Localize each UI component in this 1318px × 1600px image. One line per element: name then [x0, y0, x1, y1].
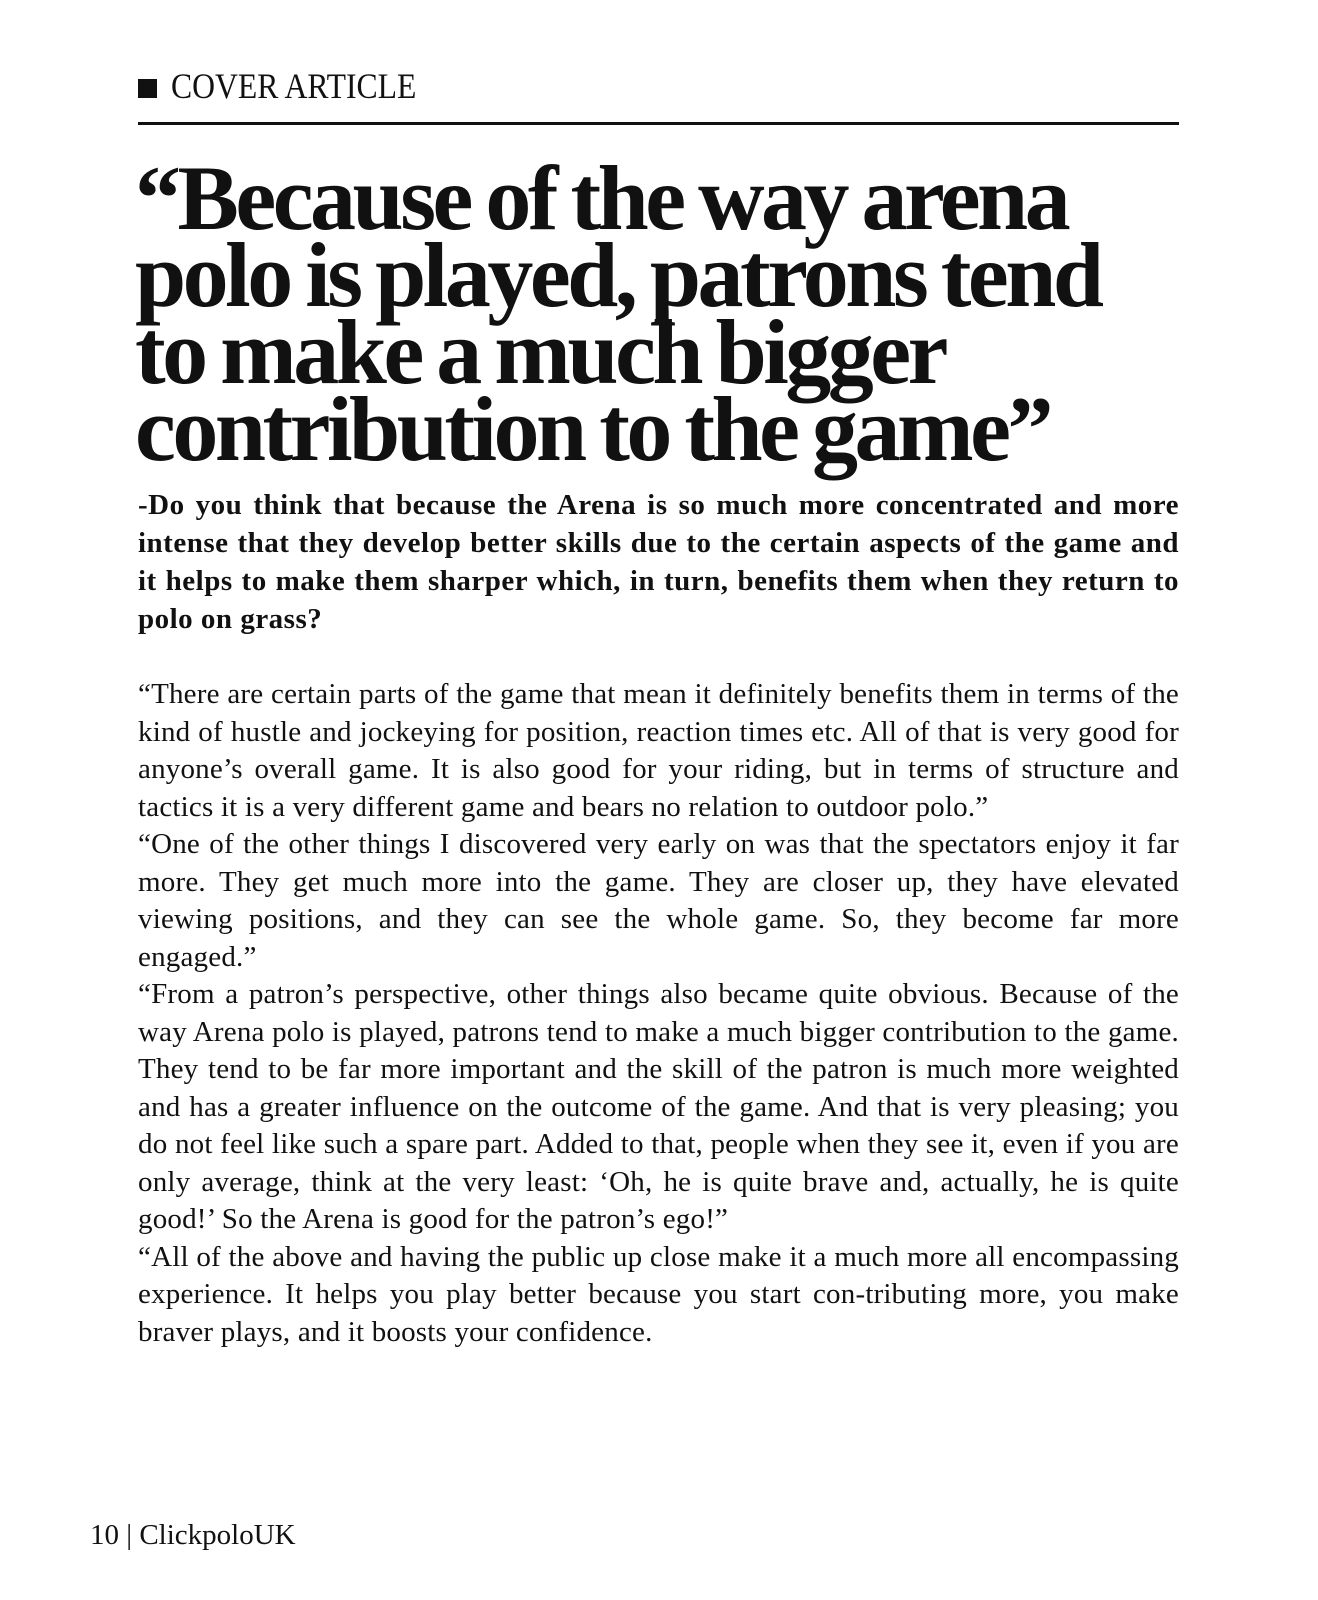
- footer-separator: |: [119, 1519, 140, 1551]
- article-body: [138, 676, 1179, 1351]
- headline-quote: [135, 147, 1195, 480]
- headline-line: “Because of the way arena: [135, 147, 1068, 249]
- headline-line: contribution to the game”: [135, 378, 1050, 480]
- page-number: 10: [90, 1519, 119, 1551]
- square-bullet-icon: [138, 79, 157, 98]
- body-paragraph: “All of the above and having the public up close make it a much more all encompassing experience. It helps you play better because you start con-tributing more, you make braver plays, and it boosts your confidence.: [138, 1240, 1179, 1348]
- section-header: [138, 66, 450, 106]
- body-paragraph: “There are certain parts of the game that mean it definitely benefits them in terms of the kind of hustle and jockeying for position, reaction times etc. All of that is very good for anyone’s overall game. It is also good for your riding, but in terms of structure and tactics it is a very different game and bears no relation to outdoor polo.”: [138, 678, 1179, 823]
- section-label: COVER ARTICLE: [171, 66, 417, 106]
- page-footer: [90, 1518, 296, 1552]
- body-paragraph: “One of the other things I discovered very early on was that the spectators enjoy it far more. They get much more into the game. They are closer up, they have elevated viewing positions, and they can see the whole game. So, they become far more engaged.”: [138, 828, 1179, 973]
- interview-question: -Do you think that because the Arena is so much more concentrated and more intense that they develop better skills due to the certain aspects of the game and it helps to make them sharper which, in turn, benefits them when they return to polo on grass?: [138, 489, 1179, 635]
- body-paragraph: “From a patron’s perspective, other things also became quite obvious. Because of the way Arena polo is played, patrons tend to make a much bigger contribution to the game. They tend to be far more important and the skill of the patron is much more weighted and has a greater influence on the outcome of the game. And that is very pleasing; you do not feel like such a spare part. Added to that, people when they see it, even if you are only average, think at the very least: ‘Oh, he is quite brave and, actually, he is quite good!’ So the Arena is good for the patron’s ego!”: [138, 978, 1179, 1235]
- header-rule: [138, 122, 1179, 125]
- publication-name: ClickpoloUK: [139, 1519, 296, 1551]
- headline-line: polo is played, patrons tend: [135, 224, 1101, 326]
- headline-line: to make a much bigger: [135, 301, 945, 403]
